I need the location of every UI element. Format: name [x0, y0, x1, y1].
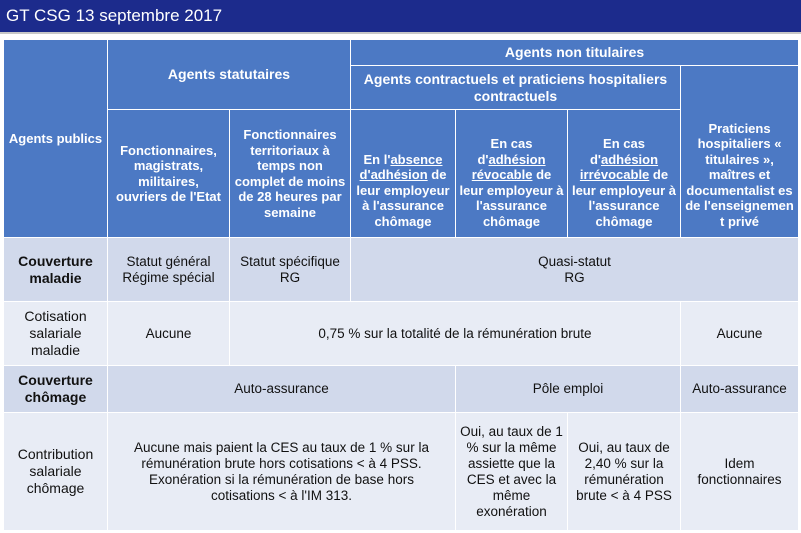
- row-label-contribution-chomage: Contribution salariale chômage: [4, 413, 108, 531]
- header-agents-statutaires: Agents statutaires: [108, 40, 351, 110]
- cell-cotisation-taux: 0,75 % sur la totalité de la rémunération brute: [230, 302, 681, 366]
- cell-contribution-ces: Aucune mais paient la CES au taux de 1 % sur la rémunération brute hors cotisations < à 4 PSS. Exonération si la rémunération de base hors cotisations < à l'IM 313.: [108, 413, 456, 531]
- cell-contribution-idem-fonctionnaires: Idem fonctionnaires: [681, 413, 799, 531]
- header-contractuels: Agents contractuels et praticiens hospitaliers contractuels: [351, 66, 681, 110]
- header-absence-adhesion: En l'absence d'adhésion de leur employeur à l'assurance chômage: [351, 110, 456, 238]
- header-agents-non-titulaires: Agents non titulaires: [351, 40, 799, 66]
- title-divider: [0, 32, 801, 34]
- header-praticiens-titulaires: Praticiens hospitaliers « titulaires », maîtres et documentalist es de l'enseignemen t privé: [681, 66, 799, 238]
- cell-chomage-pole-emploi: Pôle emploi: [456, 366, 681, 413]
- header-territoriaux: Fonctionnaires territoriaux à temps non complet de moins de 28 heures par semaine: [230, 110, 351, 238]
- row-label-cotisation-maladie: Cotisation salariale maladie: [4, 302, 108, 366]
- cell-cotisation-aucune-praticiens: Aucune: [681, 302, 799, 366]
- header-adhesion-irrevocable: En cas d'adhésion irrévocable de leur employeur à l'assurance chômage: [568, 110, 681, 238]
- cell-cotisation-aucune: Aucune: [108, 302, 230, 366]
- title-bar: [0, 0, 801, 32]
- header-adhesion-revocable: En cas d'adhésion révocable de leur employeur à l'assurance chômage: [456, 110, 568, 238]
- cell-chomage-auto-assurance: Auto-assurance: [108, 366, 456, 413]
- cell-chomage-auto-assurance-praticiens: Auto-assurance: [681, 366, 799, 413]
- row-label-couverture-chomage: Couverture chômage: [4, 366, 108, 413]
- cell-maladie-quasi-statut: Quasi-statut RG: [351, 238, 799, 302]
- row-label-couverture-maladie: Couverture maladie: [4, 238, 108, 302]
- cell-contribution-1-pourcent: Oui, au taux de 1 % sur la même assiette que la CES et avec la même exonération: [456, 413, 568, 531]
- comparison-table: [3, 39, 799, 531]
- cell-maladie-statut-general: Statut général Régime spécial: [108, 238, 230, 302]
- header-agents-publics: Agents publics: [4, 40, 108, 238]
- header-fonctionnaires: Fonctionnaires, magistrats, militaires, ouvriers de l'Etat: [108, 110, 230, 238]
- cell-maladie-statut-specifique: Statut spécifique RG: [230, 238, 351, 302]
- page-title: GT CSG 13 septembre 2017: [6, 6, 223, 25]
- cell-contribution-2-40-pourcent: Oui, au taux de 2,40 % sur la rémunération brute < à 4 PSS: [568, 413, 681, 531]
